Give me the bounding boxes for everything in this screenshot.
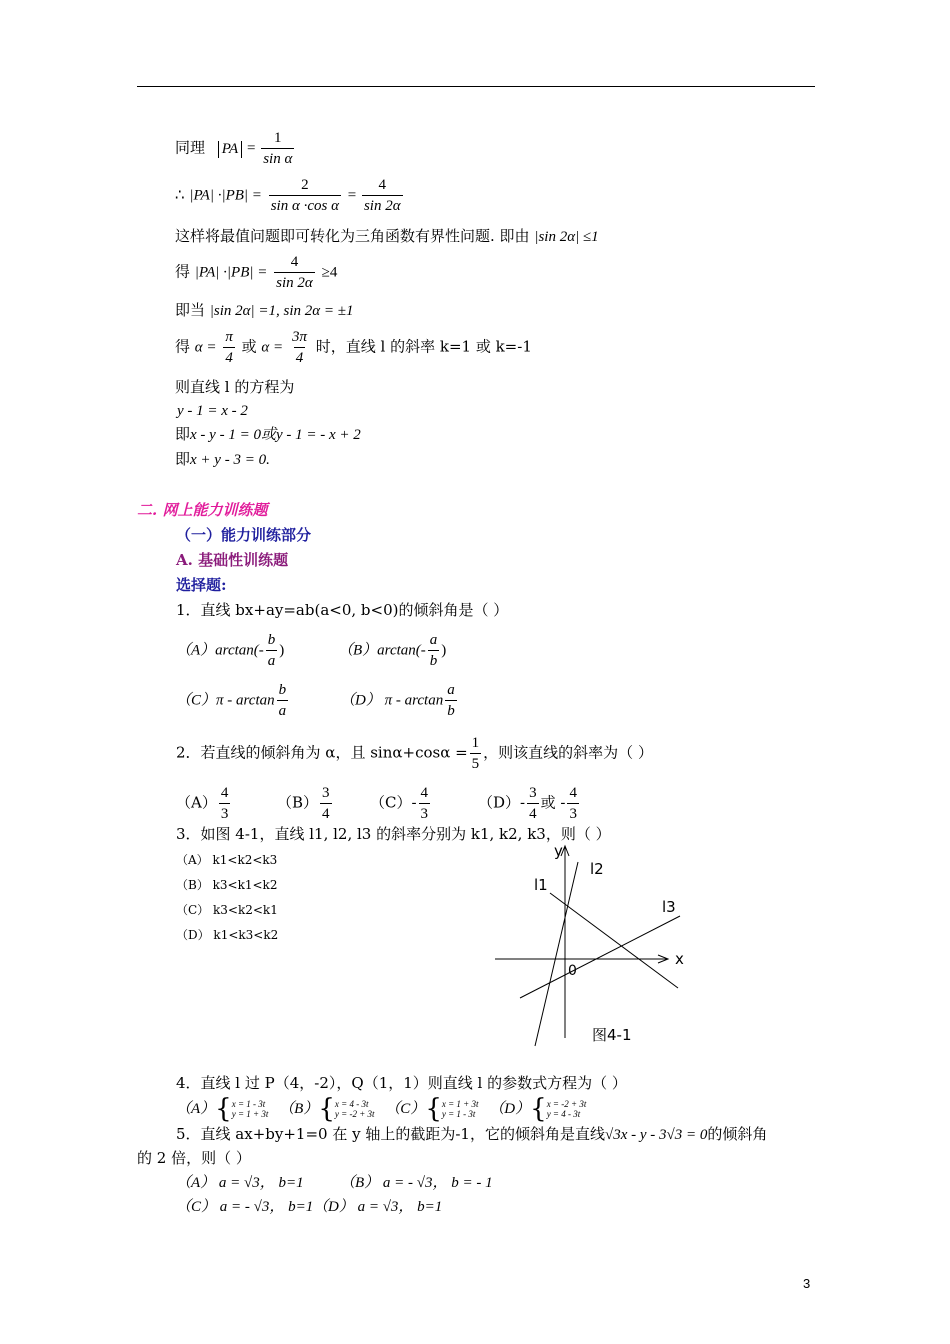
question-2-stem: 2．若直线的倾斜角为 α，且 sinα+cosα = $\frac{1}{5}$ ，则该直线的斜率为（ ） (176, 735, 653, 772)
solution-line-9: 即x - y - 1 = 0或y - 1 = - x + 2 (175, 425, 361, 443)
question-3-stem: 3．如图 4-1，直线 l1, l2, l3 的斜率分别为 k1, k2, k3，则（ ） (176, 825, 611, 843)
label-l1: l1 (534, 876, 548, 894)
question-5-stem-line-2: 的 2 倍，则（ ） (137, 1149, 251, 1167)
question-2-option-b: （B） $\frac{3}{4}$ (277, 785, 330, 822)
label-origin: 0 (568, 963, 577, 979)
question-2-option-c: （C）- $\frac{4}{3}$ (370, 785, 429, 822)
figure-caption: 图4-1 (592, 1026, 632, 1044)
question-3-option-a: （A） k1<k2<k3 (176, 853, 278, 867)
text: 同理 (175, 138, 206, 157)
question-5-option-d: （D） a = √3， b=1 (313, 1199, 443, 1215)
label-l2: l2 (590, 860, 604, 878)
figure-4-1 (490, 838, 700, 1050)
question-4-stem: 4．直线 l 过 P（4，-2），Q（1，1）则直线 l 的参数式方程为（ ） (176, 1074, 627, 1092)
section-subtitle: （一）能力训练部分 (176, 526, 312, 544)
question-4-option-a: （A） { x = 1 - 3t y = 1 + 3t (176, 1094, 269, 1124)
question-1-option-b: （B）arctan(- $\frac{a}{b}$ ) (338, 632, 447, 669)
question-3-option-c: （C） k3<k2<k1 (176, 903, 278, 917)
question-1-stem: 1．直线 bx+ay=ab(a<0, b<0)的倾斜角是（ ） (176, 601, 509, 619)
question-4-option-c: （C） { x = 1 + 3t y = 1 - 3t (385, 1094, 479, 1124)
question-3-option-b: （B） k3<k1<k2 (176, 878, 278, 892)
label-x: x (675, 950, 684, 968)
fraction: $\frac{\pi}{4}$ (225, 329, 233, 366)
math-abs: PA (218, 141, 242, 158)
solution-line-5: 即当 |sin 2α| =1, sin 2α = ±1 (175, 301, 354, 319)
solution-line-2: ∴ |PA| ·|PB| = $\frac{2}{\text{sin α ·cos α}}$ = $\frac{4}{\sin 2\alpha}$ (175, 177, 401, 214)
question-5-stem: 5．直线 ax+by+1=0 在 y 轴上的截距为-1，它的倾斜角是直线√3x - y - 3√3 = 0的倾斜角 (176, 1125, 768, 1143)
question-2-option-d: （D）- $\frac{3}{4}$ 或 - $\frac{4}{3}$ (478, 785, 577, 822)
solution-line-7: 则直线 l 的方程为 (175, 378, 295, 396)
fraction: $\frac{2}{\text{sin α ·cos α}}$ (270, 177, 339, 214)
solution-line-10: 即x + y - 3 = 0. (175, 450, 270, 468)
section-label: 选择题: (176, 576, 227, 594)
question-1-option-c: （C）π - arctan $\frac{b}{a}$ (176, 682, 287, 719)
section-subsubtitle: A. 基础性训练题 (176, 551, 289, 569)
section-title: 二. 网上能力训练题 (137, 501, 268, 519)
question-4-option-d: （D） { x = -2 + 3t y = 4 - 3t (489, 1094, 587, 1124)
question-4-options (176, 1096, 586, 1122)
question-5-option-c: （C） a = - √3， b=1 (176, 1199, 314, 1215)
question-1-option-d: （D） π - arctan $\frac{a}{b}$ (340, 682, 455, 719)
solution-line-3: 这样将最值问题即可转化为三角函数有界性问题. 即由 |sin 2α| ≤1 (175, 227, 599, 245)
label-l3: l3 (662, 898, 676, 916)
fraction: $\frac{3\pi}{4}$ (291, 329, 307, 366)
math: |PA| ·|PB| = (189, 187, 262, 204)
question-1-option-a: （A）arctan(- $\frac{b}{a}$ ) (176, 632, 285, 669)
fraction: $\frac{4}{\sin 2\alpha}$ (276, 254, 313, 291)
fraction: $\frac{1}{\text{sin α}}$ (263, 130, 293, 167)
question-5-option-a: （A） a = √3， b=1 (176, 1175, 304, 1191)
question-2-option-a: （A） $\frac{4}{3}$ (176, 785, 229, 822)
label-y: y (554, 842, 563, 860)
fraction: $\frac{4}{\sin 2\alpha}$ (363, 177, 401, 214)
solution-line-8: y - 1 = x - 2 (177, 403, 248, 419)
solution-line-1: 同理 PA = $\frac{1}{\text{sin α}}$ (175, 130, 293, 167)
page-number: 3 (803, 1276, 811, 1291)
solution-line-6: 得 α = $\frac{\pi}{4}$ 或 α = $\frac{3\pi}{4}$ 时，直线 l 的斜率 k=1 或 k=-1 (175, 329, 532, 366)
solution-line-4: 得 |PA| ·|PB| = $\frac{4}{\sin 2\alpha}$ ≥4 (175, 254, 338, 291)
question-5-option-b: （B） a = - √3， b = - 1 (340, 1175, 493, 1191)
question-3-option-d: （D） k1<k3<k2 (176, 928, 279, 942)
line-l3 (520, 916, 680, 998)
question-4-option-b: （B） { x = 4 - 3t y = -2 + 3t (279, 1094, 375, 1124)
header-rule (137, 86, 815, 87)
